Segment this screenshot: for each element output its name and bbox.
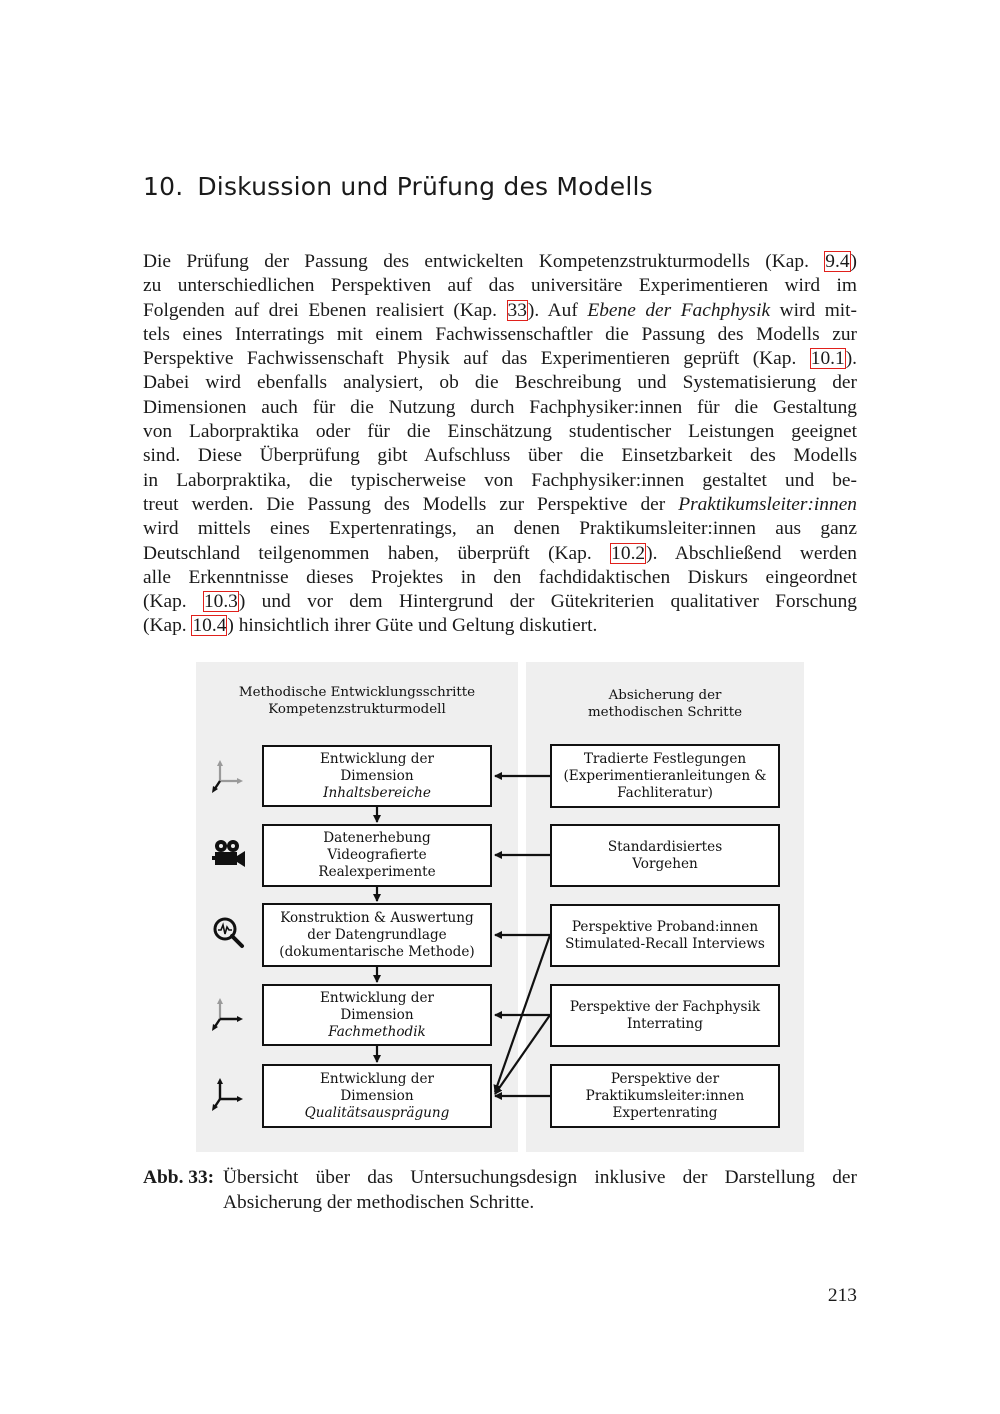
- step-box-qualitaetsauspraegung: Entwicklung der Dimension Qualitätsausprägung: [262, 1064, 492, 1128]
- body-paragraph: [143, 250, 857, 639]
- study-design-figure: [196, 662, 804, 1152]
- left-column-heading: Methodische Entwicklungsschritte Kompetenzstrukturmodell: [238, 685, 476, 717]
- step-box-konstruktion: Konstruktion & Auswertung der Datengrundlage (dokumentarische Methode): [262, 903, 492, 967]
- check-box-standardisiertes-vorgehen: Standardisiertes Vorgehen: [550, 824, 780, 887]
- chapter-ref-link[interactable]: 10.2: [611, 542, 646, 564]
- caption-label: Abb. 33:: [143, 1167, 215, 1188]
- text-line: Deutschland teilgenommen haben, überprüft (Kap. 10.2). Abschließend werden: [143, 542, 857, 564]
- text-line: Dimensionen auch für die Nutzung durch Fachphysiker:innen für die Gestaltung: [143, 396, 857, 418]
- text-line: (Kap. 10.4) hinsichtlich ihrer Güte und Geltung diskutiert.: [143, 615, 598, 637]
- check-box-tradierte-festlegungen: Tradierte Festlegungen (Experimentieranleitungen & Fachliteratur): [550, 744, 780, 808]
- text-line: sind. Diese Überprüfung gibt Aufschluss über die Einsetzbarkeit des Modells: [143, 445, 857, 467]
- text-line: treut werden. Die Passung des Modells zur Perspektive der Praktikumsleiter:innen: [143, 493, 857, 515]
- chapter-title: [143, 172, 653, 201]
- check-box-praktikumsleiter-innen: Perspektive der Praktikumsleiter:innen Expertenrating: [550, 1064, 780, 1128]
- text-line: alle Erkenntnisse dieses Projektes in den fachdidaktischen Diskurs eingeordnet: [143, 566, 857, 588]
- chapter-ref-link[interactable]: 10.1: [810, 348, 845, 370]
- step-box-inhaltsbereiche: Entwicklung der Dimension Inhaltsbereiche: [262, 745, 492, 807]
- flow-arrows: [196, 662, 804, 1152]
- caption-text: Übersicht über das Untersuchungsdesign inklusive der Darstellung der Absicherung der methodischen Schritte.: [223, 1167, 857, 1213]
- right-column-heading: Absicherung der methodischen Schritte: [587, 688, 742, 720]
- step-box-fachmethodik: Entwicklung der Dimension Fachmethodik: [262, 984, 492, 1046]
- text-line: (Kap. 10.3) und vor dem Hintergrund der Gütekriterien qualitativer Forschung: [143, 591, 857, 613]
- text-line: von Laborpraktika oder für die Einschätzung studentischer Leistungen geeignet: [143, 421, 857, 443]
- step-box-datenerhebung: Datenerhebung Videografierte Realexperimente: [262, 824, 492, 887]
- text-line: wird mittels eines Expertenratings, an denen Praktikumsleiter:innen aus ganz: [143, 518, 857, 540]
- text-line: Folgenden auf drei Ebenen realisiert (Kap. 33). Auf Ebene der Fachphysik wird mit-: [143, 299, 858, 321]
- text-line: Perspektive Fachwissenschaft Physik auf das Experimentieren geprüft (Kap. 10.1).: [143, 348, 857, 370]
- flow-arrow-diagonal: [495, 1015, 550, 1094]
- text-line: Die Prüfung der Passung des entwickelten Kompetenzstrukturmodells (Kap. 9.4): [143, 251, 857, 272]
- figure-ref-link[interactable]: 33: [507, 299, 527, 321]
- chapter-title-text: Diskussion und Prüfung des Modells: [197, 172, 653, 201]
- chapter-ref-link[interactable]: 10.3: [203, 591, 238, 613]
- chapter-number: 10.: [143, 172, 184, 201]
- text-line: tels eines Interratings mit einem Fachwissenschaftler die Passung des Modells zur: [143, 323, 857, 345]
- chapter-ref-link[interactable]: 9.4: [825, 251, 850, 272]
- text-line: in Laborpraktika, die typischerweise von Fachphysiker:innen gestaltet und be-: [143, 469, 857, 491]
- chapter-ref-link[interactable]: 10.4: [192, 615, 227, 637]
- flow-arrow-diagonal: [495, 935, 550, 1092]
- figure-caption: [143, 1166, 857, 1215]
- text-line: zu unterschiedlichen Perspektiven auf das universitäre Experimentieren wird im: [143, 275, 857, 297]
- text-line: Dabei wird ebenfalls analysiert, ob die Beschreibung und Systematisierung der: [143, 372, 857, 394]
- check-box-proband-innen: Perspektive Proband:innen Stimulated-Recall Interviews: [550, 904, 780, 967]
- page-number: 213: [827, 1285, 857, 1306]
- check-box-fachphysik: Perspektive der Fachphysik Interrating: [550, 984, 780, 1047]
